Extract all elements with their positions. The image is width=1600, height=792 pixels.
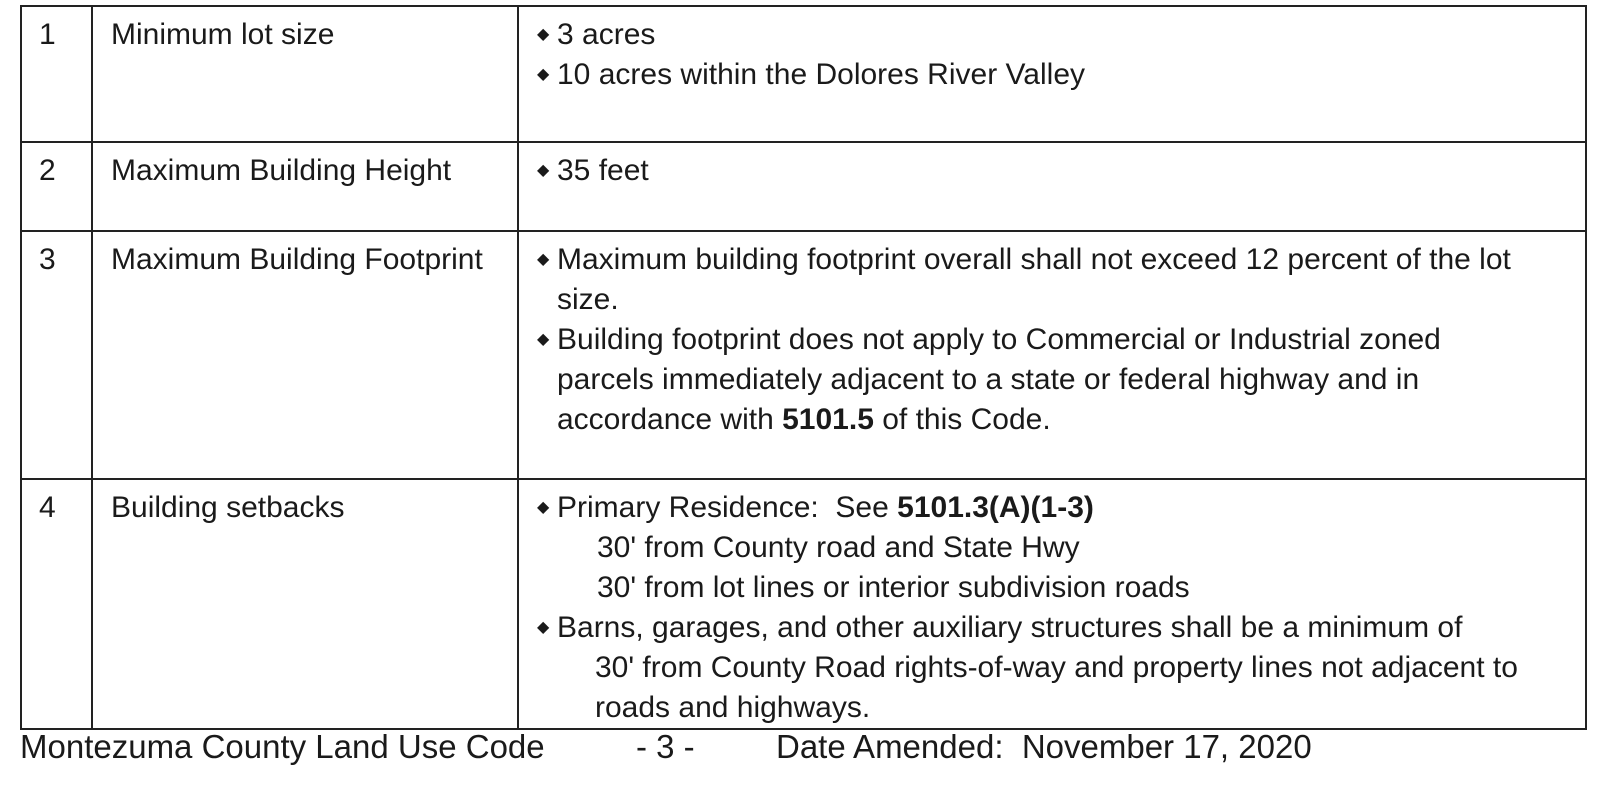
row-content [518, 479, 1586, 729]
list-item: ◆ Building footprint does not apply to Commercial or Industrial zoned parcels immediately adjacent to a state or federal highway and in accordance with 5101.5 of this Code. [537, 320, 1575, 440]
table-row [21, 6, 1586, 142]
row-number: 3 [21, 231, 92, 479]
table-row [21, 142, 1586, 231]
row-label: Maximum Building Height [92, 142, 518, 231]
list-item: ◆ Maximum building footprint overall shall not exceed 12 percent of the lot size. [537, 240, 1575, 320]
row-content [518, 6, 1586, 142]
row-number: 4 [21, 479, 92, 729]
list-item: ◆ Primary Residence: See 5101.3(A)(1-3) 30' from County road and State Hwy 30' from lot lines or interior subdivision roads [537, 488, 1575, 608]
bullet-icon: ◆ [537, 619, 550, 636]
row-label: Minimum lot size [92, 6, 518, 142]
code-reference: 5101.5 [782, 403, 874, 436]
amended-date: Date Amended: November 17, 2020 [776, 728, 1312, 765]
footer-title: Montezuma County Land Use Code [20, 728, 545, 765]
bullet-icon: ◆ [537, 251, 550, 268]
row-number: 1 [21, 6, 92, 142]
row-label: Building setbacks [92, 479, 518, 729]
list-item: ◆ Barns, garages, and other auxiliary structures shall be a minimum of 30' from County Road rights-of-way and property lines not adjacent to roads and highways. [537, 608, 1575, 728]
bullet-icon: ◆ [537, 26, 550, 43]
bullet-icon: ◆ [537, 66, 550, 83]
list-item: ◆ 10 acres within the Dolores River Valley [537, 55, 1575, 95]
table-row [21, 479, 1586, 729]
row-number: 2 [21, 142, 92, 231]
table-row [21, 231, 1586, 479]
row-label: Maximum Building Footprint [92, 231, 518, 479]
list-item: ◆ 3 acres [537, 15, 1575, 55]
land-use-table [20, 5, 1587, 730]
row-content [518, 142, 1586, 231]
bullet-icon: ◆ [537, 331, 550, 348]
page-footer [20, 727, 1600, 767]
row-content [518, 231, 1586, 479]
list-item: ◆ 35 feet [537, 151, 1575, 191]
code-reference: 5101.3(A)(1-3) [897, 491, 1094, 524]
bullet-icon: ◆ [537, 499, 550, 516]
page-number: - 3 - [636, 728, 695, 765]
bullet-icon: ◆ [537, 162, 550, 179]
